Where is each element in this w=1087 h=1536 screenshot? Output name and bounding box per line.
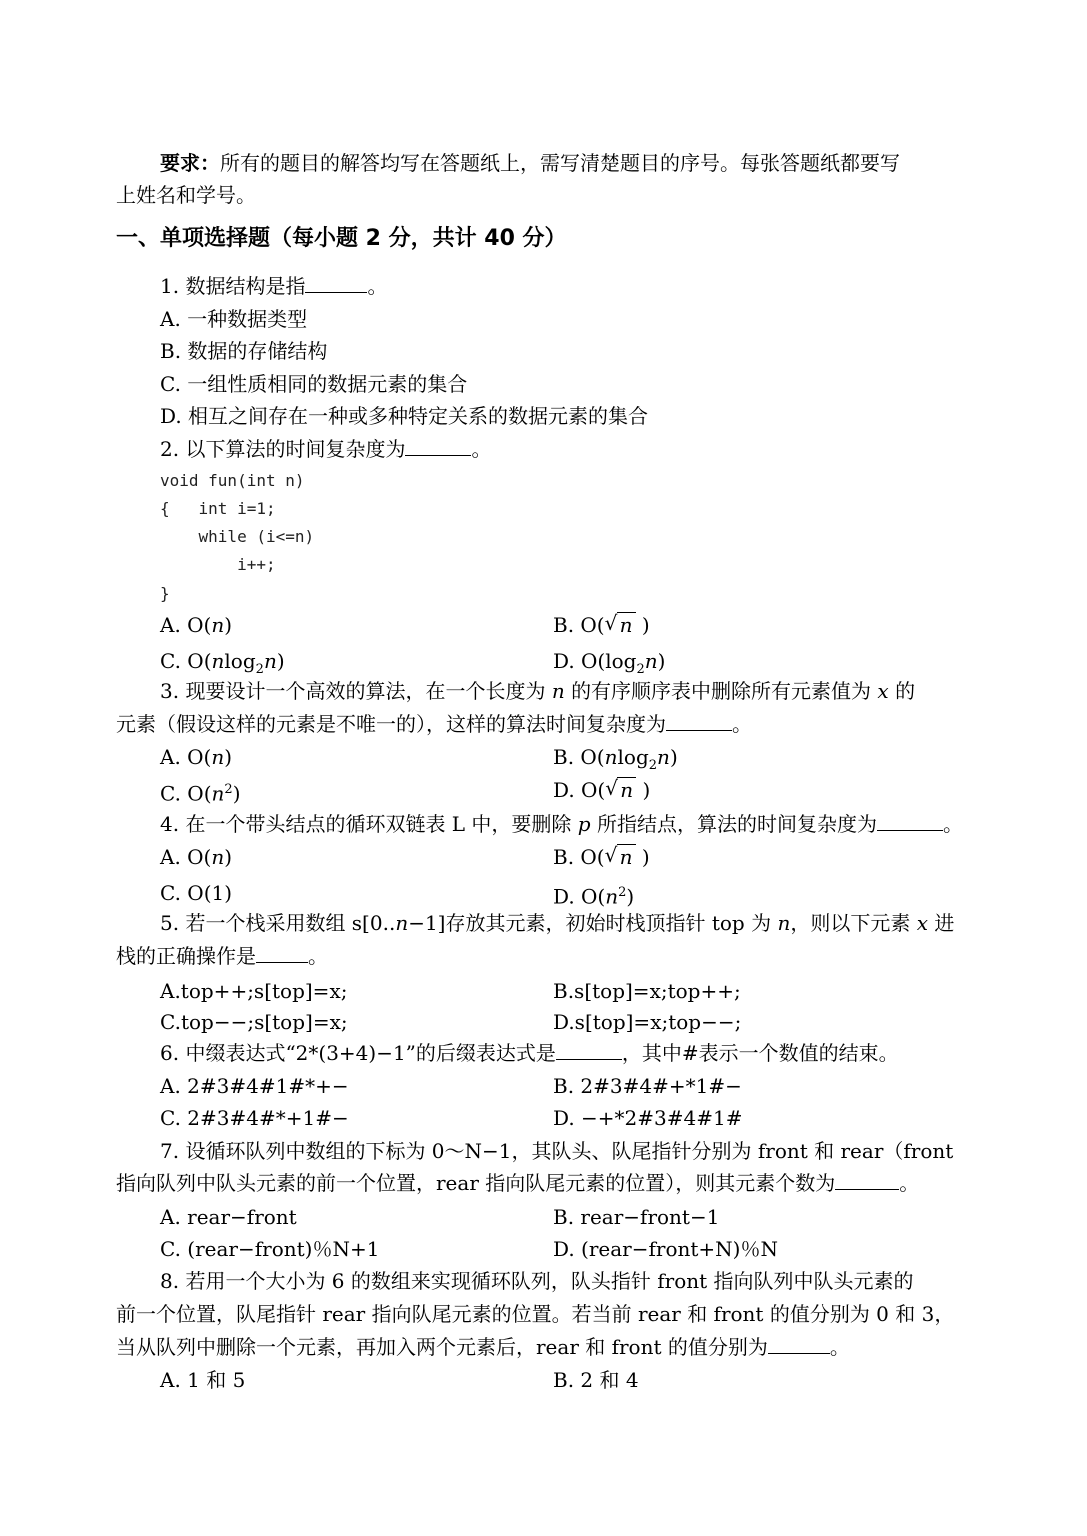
paren-close: )	[224, 845, 233, 869]
q1-stem-text: 1. 数据结构是指	[160, 274, 306, 298]
q3-option-c	[160, 775, 241, 809]
q6-option-c: C. 2#3#4#*+1#−	[160, 1106, 349, 1130]
q2-code-line-5: }	[160, 584, 170, 603]
q7-stem-line-1: 7. 设循环队列中数组的下标为 0～N−1，其队头、队尾指针分别为 front 和 rear（front	[160, 1139, 954, 1163]
q4-option-a	[160, 842, 232, 872]
q2-option-d-text: D. O(log	[553, 649, 637, 673]
log-text: log	[617, 745, 649, 769]
q7-text: 指向队列中队头元素的前一个位置，rear 指向队尾元素的位置），则其元素个数为	[116, 1171, 836, 1195]
sqrt-symbol	[605, 842, 636, 872]
q2-code-line-1: void fun(int n)	[160, 471, 305, 490]
log-text: log	[224, 649, 256, 673]
answer-blank	[666, 712, 732, 731]
q8-text: 当从队列中删除一个元素，再加入两个元素后，rear 和 front 的值分别为	[116, 1335, 768, 1359]
log-base: 2	[648, 758, 658, 773]
q3-stem-line-2	[116, 709, 752, 739]
q5-option-a: A.top++;s[top]=x;	[160, 979, 348, 1003]
q2-option-c-text: C. O(	[160, 649, 212, 673]
q3-option-c-text: C. O(	[160, 781, 212, 806]
q3-option-d-text: D. O(	[553, 778, 606, 802]
q2-stem	[160, 434, 491, 464]
q3-option-a-text: A. O(	[160, 745, 212, 769]
q8-end: 。	[829, 1335, 850, 1359]
answer-blank	[305, 274, 367, 293]
q5-end: 。	[308, 944, 328, 968]
q2-code-line-4: i++;	[160, 555, 276, 574]
paren-close: )	[669, 745, 678, 769]
q5-text: −1]存放其元素，初始时栈顶指针 top 为	[408, 911, 772, 935]
q8-option-b: B. 2 和 4	[553, 1368, 639, 1392]
var-n: n	[211, 845, 225, 869]
paren-close: )	[224, 745, 233, 769]
paren-close: )	[641, 845, 650, 869]
var-n: n	[617, 777, 636, 802]
q3-option-d	[553, 775, 650, 805]
q7-option-b: B. rear−front−1	[553, 1205, 720, 1229]
q6-text: 6. 中缀表达式“2*(3+4)−1”的后缀表达式是	[160, 1041, 556, 1065]
q5-text: 5. 若一个栈采用数组 s[0..	[160, 911, 396, 935]
q6-text: ，其中#表示一个数值的结束。	[621, 1041, 899, 1065]
var-n: n	[604, 745, 618, 769]
q8-stem-line-2: 前一个位置，队尾指针 rear 指向队尾元素的位置。若当前 rear 和 front 的值分别为 0 和 3，	[116, 1302, 955, 1326]
q4-option-d-text: D. O(	[553, 884, 606, 909]
q5-option-d: D.s[top]=x;top−−;	[553, 1010, 742, 1034]
q5-option-c: C.top−−;s[top]=x;	[160, 1010, 348, 1034]
q4-text: 4. 在一个带头结点的循环双链表 L 中，要删除	[160, 812, 572, 836]
q7-option-d: D. (rear−front+N)％N	[553, 1237, 778, 1261]
sqrt-symbol	[605, 775, 636, 805]
var-x: x	[916, 911, 928, 935]
q3-text: 的有序顺序表中删除所有元素值为	[571, 679, 872, 703]
answer-blank	[877, 812, 943, 831]
paren-close: )	[642, 778, 651, 802]
q7-option-a: A. rear−front	[160, 1205, 297, 1229]
q6-option-b: B. 2#3#4#+*1#−	[553, 1074, 742, 1098]
q2-stem-end: 。	[471, 437, 492, 461]
q5-text: 栈的正确操作是	[116, 944, 256, 968]
q4-option-b	[553, 842, 650, 872]
q8-option-a: A. 1 和 5	[160, 1368, 246, 1392]
answer-blank	[256, 944, 308, 963]
paren-close: )	[224, 613, 233, 637]
q2-code-line-2: { int i=1;	[160, 499, 276, 518]
q1-option-b: B. 数据的存储结构	[160, 339, 328, 363]
paren-close: )	[276, 649, 285, 673]
q7-stem-line-2	[116, 1168, 919, 1198]
q3-stem-line-1	[160, 676, 915, 706]
requirement-label: 要求：	[160, 151, 220, 175]
q4-option-b-text: B. O(	[553, 845, 605, 869]
q3-option-b-text: B. O(	[553, 745, 605, 769]
q1-option-c: C. 一组性质相同的数据元素的集合	[160, 372, 468, 396]
log-base: 2	[255, 662, 264, 677]
var-x: x	[877, 679, 889, 703]
exponent: 2	[618, 885, 627, 900]
q5-stem-line-1	[160, 908, 954, 938]
paren-close: )	[641, 613, 650, 637]
section-title: 一、单项选择题（每小题 2 分，共计 40 分）	[116, 226, 567, 251]
q8-stem-line-3	[116, 1332, 850, 1362]
q6-stem	[160, 1038, 899, 1068]
exponent: 2	[224, 782, 233, 797]
q5-text: 进	[934, 911, 955, 935]
answer-blank	[556, 1041, 622, 1060]
q2-option-a-text: A. O(	[160, 613, 212, 637]
answer-blank	[768, 1335, 830, 1354]
q2-option-b	[553, 610, 650, 640]
var-n: n	[657, 745, 670, 769]
var-n: n	[211, 745, 225, 769]
q4-stem	[160, 809, 963, 839]
paren-close: )	[626, 884, 635, 909]
q6-option-a: A. 2#3#4#1#*+−	[160, 1074, 349, 1098]
var-n: n	[777, 911, 791, 935]
var-n: n	[617, 844, 636, 869]
q1-option-a: A. 一种数据类型	[160, 307, 308, 331]
var-n: n	[617, 612, 636, 637]
paren-close: )	[232, 781, 241, 806]
answer-blank	[405, 437, 471, 456]
requirement-text-1: 所有的题目的解答均写在答题纸上，需写清楚题目的序号。每张答题纸都要写	[220, 151, 900, 175]
q6-option-d: D. −+*2#3#4#1#	[553, 1106, 743, 1130]
requirement-line-2: 上姓名和学号。	[116, 183, 256, 207]
sqrt-symbol	[605, 610, 636, 640]
q2-option-b-text: B. O(	[553, 613, 605, 637]
q4-option-c: C. O(1)	[160, 881, 233, 905]
q7-option-c: C. (rear−front)％N+1	[160, 1237, 380, 1261]
var-n: n	[551, 679, 565, 703]
q4-option-d	[553, 878, 634, 912]
var-n: n	[211, 781, 225, 806]
requirement-line-1	[160, 148, 900, 178]
q5-option-b: B.s[top]=x;top++;	[553, 979, 741, 1003]
q4-text: 所指结点，算法的时间复杂度为	[596, 812, 877, 836]
q2-code-line-3: while (i<=n)	[160, 527, 315, 546]
q4-end: 。	[942, 812, 963, 836]
q7-end: 。	[899, 1171, 920, 1195]
q1-stem-end: 。	[367, 274, 388, 298]
var-n: n	[211, 613, 225, 637]
answer-blank	[835, 1171, 899, 1190]
q3-text: 元素（假设这样的元素是不唯一的），这样的算法时间复杂度为	[116, 712, 666, 736]
var-n: n	[644, 649, 658, 673]
q5-text: ，则以下元素	[790, 911, 911, 935]
q8-stem-line-1: 8. 若用一个大小为 6 的数组来实现循环队列，队头指针 front 指向队列中队头元素的	[160, 1269, 914, 1293]
q1-option-d: D. 相互之间存在一种或多种特定关系的数据元素的集合	[160, 404, 649, 428]
q2-option-a	[160, 610, 232, 640]
log-base: 2	[636, 662, 645, 677]
var-p: p	[577, 812, 591, 836]
paren-close: )	[657, 649, 666, 673]
var-n: n	[395, 911, 409, 935]
q2-stem-text: 2. 以下算法的时间复杂度为	[160, 437, 406, 461]
q5-stem-line-2	[116, 941, 328, 971]
q3-option-a	[160, 742, 232, 772]
q4-option-a-text: A. O(	[160, 845, 212, 869]
var-n: n	[263, 649, 277, 673]
q3-text: 3. 现要设计一个高效的算法，在一个长度为	[160, 679, 546, 703]
q3-text: 的	[895, 679, 916, 703]
q1-stem	[160, 271, 387, 301]
q3-end: 。	[732, 712, 752, 736]
var-n: n	[605, 884, 619, 909]
var-n: n	[211, 649, 225, 673]
